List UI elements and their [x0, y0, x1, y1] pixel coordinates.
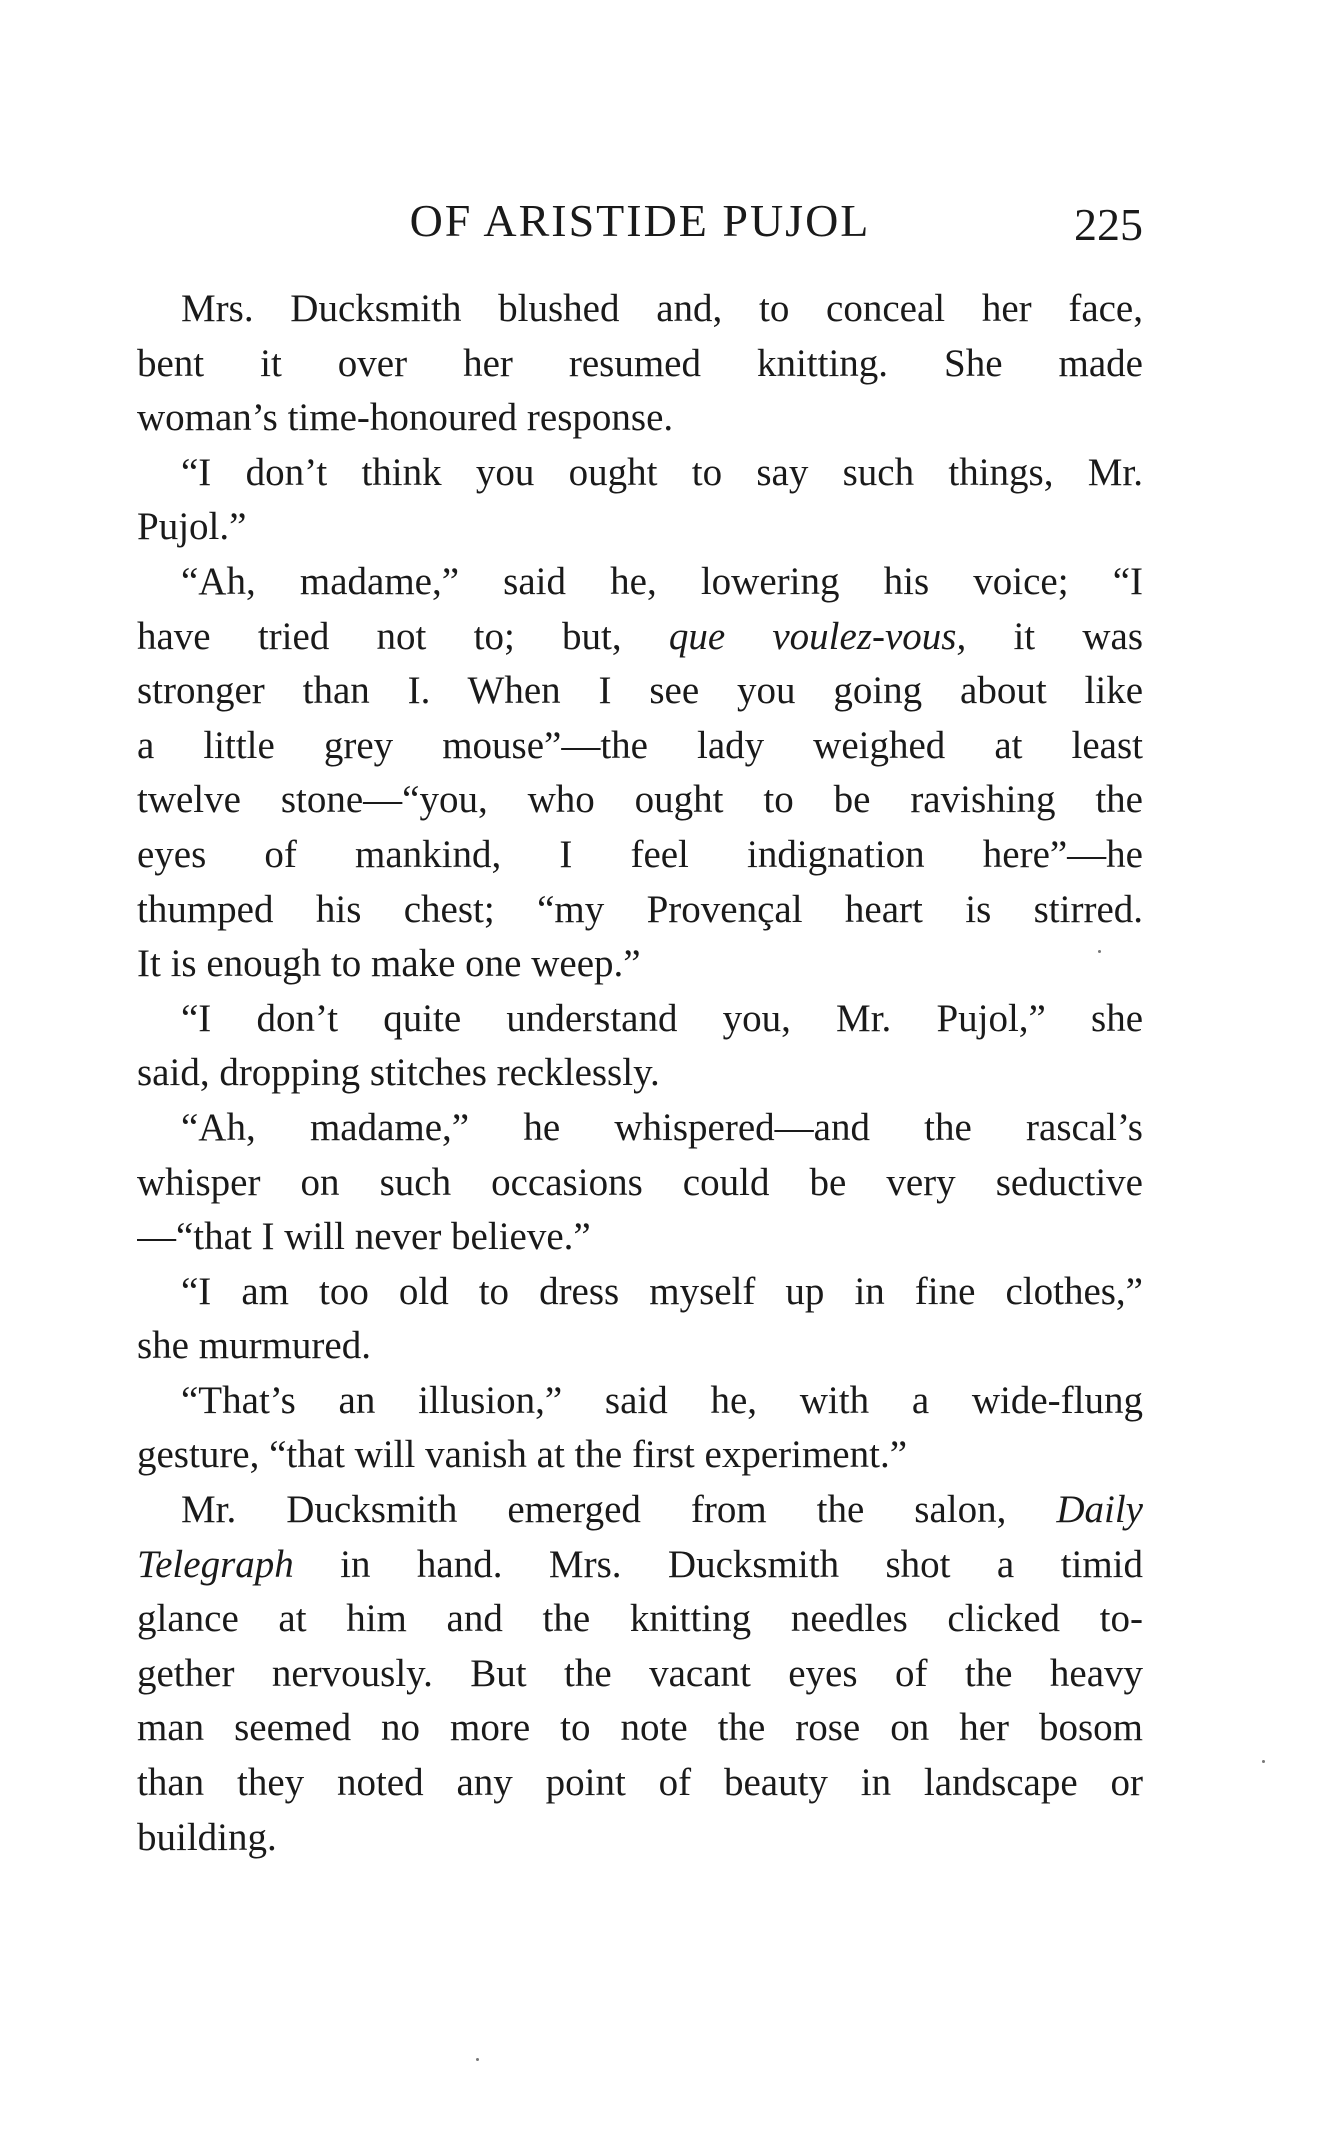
italic-phrase: Daily — [1056, 1488, 1143, 1532]
text-line: twelve stone—“you, who ought to be ravishing the — [137, 778, 1143, 822]
text-line: gesture, “that will vanish at the first experiment.” — [137, 1433, 908, 1477]
text-line: woman’s time-honoured response. — [137, 396, 674, 440]
text-line: said, dropping stitches recklessly. — [137, 1051, 660, 1095]
text-line: “Ah, madame,” he whispered—and the rascal’s — [181, 1105, 1143, 1149]
text-line: than they noted any point of beauty in landscape or — [137, 1761, 1143, 1805]
running-head — [137, 196, 1143, 256]
text-line: Pujol.” — [137, 505, 247, 549]
paper-speck — [1098, 950, 1101, 953]
body-text — [137, 282, 1143, 1865]
text-line: Mrs. Ducksmith blushed and, to conceal her face, — [181, 287, 1143, 330]
paper-speck — [1262, 1760, 1265, 1763]
italic-phrase: que voulez-vous, — [668, 614, 967, 658]
running-title: OF ARISTIDE PUJOL — [409, 195, 871, 246]
text-line: eyes of mankind, I feel indignation here”—he — [137, 832, 1143, 876]
text-line: “I don’t think you ought to say such things, Mr. — [181, 450, 1143, 494]
page-number: 225 — [1074, 199, 1143, 250]
text-line: It is enough to make one weep.” — [137, 942, 641, 986]
text-line: building. — [137, 1815, 277, 1859]
text-line: she murmured. — [137, 1324, 371, 1368]
text-line: whisper on such occasions could be very seductive — [137, 1160, 1143, 1204]
text-line: have tried not to; but, que voulez-vous, it was — [137, 614, 1143, 658]
text-line: stronger than I. When I see you going about like — [137, 669, 1143, 713]
text-line: “That’s an illusion,” said he, with a wide-flung — [181, 1378, 1143, 1422]
text-line: a little grey mouse”—the lady weighed at least — [137, 723, 1143, 767]
text-line: bent it over her resumed knitting. She made — [137, 341, 1143, 385]
italic-phrase: Telegraph — [137, 1542, 294, 1586]
text-line: —“that I will never believe.” — [137, 1215, 591, 1259]
text-line: Mr. Ducksmith emerged from the salon, Daily — [181, 1488, 1143, 1532]
text-line: glance at him and the knitting needles clicked to- — [137, 1597, 1143, 1641]
text-line: “I am too old to dress myself up in fine clothes,” — [181, 1269, 1143, 1313]
text-line: thumped his chest; “my Provençal heart is stirred. — [137, 887, 1143, 931]
paper-speck — [476, 2058, 479, 2061]
text-line: man seemed no more to note the rose on her bosom — [137, 1706, 1143, 1750]
text-line: Telegraph in hand. Mrs. Ducksmith shot a timid — [137, 1542, 1143, 1586]
text-line: gether nervously. But the vacant eyes of the heavy — [137, 1651, 1143, 1695]
text-line: “Ah, madame,” said he, lowering his voice; “I — [181, 559, 1143, 603]
text-line: “I don’t quite understand you, Mr. Pujol,” she — [181, 996, 1143, 1040]
